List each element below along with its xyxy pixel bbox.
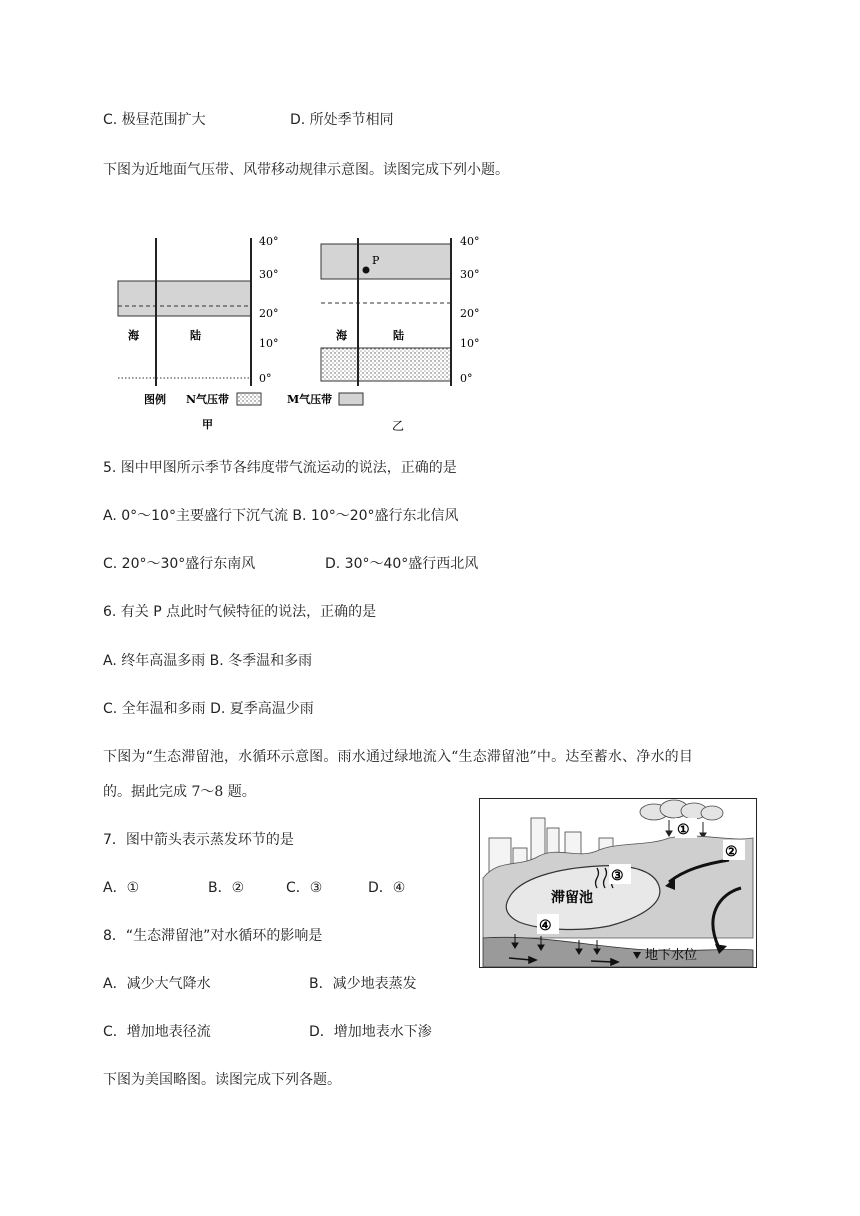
q5-option-d: D. 30°～40°盛行西北风 bbox=[325, 556, 479, 572]
land-label-yi: 陆 bbox=[393, 329, 404, 342]
legend-n-label: N气压带 bbox=[186, 393, 230, 406]
lat-0-yi: 0° bbox=[460, 372, 473, 385]
legend-m-swatch bbox=[339, 393, 363, 405]
m-pressure-belt-yi bbox=[321, 244, 451, 279]
q7-option-d: D．④ bbox=[368, 880, 406, 896]
q8-option-d: D．增加地表水下渗 bbox=[309, 1024, 432, 1040]
groundwater-label: 地下水位 bbox=[645, 948, 698, 963]
q8-stem: 8．“生态滞留池”对水循环的影响是 bbox=[103, 928, 323, 944]
sea-label-jia: 海 bbox=[128, 329, 139, 342]
legend-title: 图例 bbox=[144, 393, 166, 406]
pressure-figure-intro: 下图为近地面气压带、风带移动规律示意图。读图完成下列小题。 bbox=[103, 162, 509, 178]
marker-1: ① bbox=[677, 822, 690, 838]
q5-stem: 5. 图中甲图所示季节各纬度带气流运动的说法，正确的是 bbox=[103, 460, 457, 476]
caption-yi: 乙 bbox=[392, 419, 405, 433]
retention-pond-figure bbox=[479, 798, 757, 968]
marker-2: ② bbox=[725, 844, 738, 860]
land-label-jia: 陆 bbox=[190, 329, 201, 342]
pond-intro-line2: 的。据此完成 7～8 题。 bbox=[103, 784, 256, 800]
pressure-belt-figure bbox=[110, 228, 490, 436]
q8-option-a: A．减少大气降水 bbox=[103, 976, 211, 992]
pond-label: 滞留池 bbox=[551, 890, 593, 906]
q7-option-b: B．② bbox=[208, 880, 245, 896]
q8-row2 bbox=[103, 1022, 432, 1042]
lat-10-jia: 10° bbox=[259, 337, 279, 350]
sea-label-yi: 海 bbox=[336, 329, 347, 342]
legend-m-label: M气压带 bbox=[287, 393, 333, 406]
lat-30-yi: 30° bbox=[460, 268, 480, 281]
legend bbox=[144, 392, 404, 433]
q6-stem: 6. 有关 P 点此时气候特征的说法，正确的是 bbox=[103, 604, 377, 620]
lat-30-jia: 30° bbox=[259, 268, 279, 281]
prev-question-options bbox=[103, 110, 394, 130]
n-pressure-belt-yi bbox=[321, 348, 451, 381]
lat-0-jia: 0° bbox=[259, 372, 272, 385]
marker-4: ④ bbox=[539, 918, 552, 934]
pond-intro-line1: 下图为“生态滞留池，水循环示意图。雨水通过绿地流入“生态滞留池”中。达至蓄水、净水的目 bbox=[103, 749, 694, 765]
option-c: C. 极昼范围扩大 bbox=[103, 112, 206, 128]
q5-row1: A. 0°～10°主要盛行下沉气流 B. 10°～20°盛行东北信风 bbox=[103, 508, 459, 524]
q5-row2 bbox=[103, 554, 479, 574]
lat-20-yi: 20° bbox=[460, 307, 480, 320]
option-d: D. 所处季节相同 bbox=[290, 112, 394, 128]
caption-jia: 甲 bbox=[202, 418, 213, 431]
lat-20-jia: 20° bbox=[259, 307, 279, 320]
point-p bbox=[363, 267, 370, 274]
q6-row1: A. 终年高温多雨 B. 冬季温和多雨 bbox=[103, 653, 313, 669]
diagram-jia bbox=[118, 235, 279, 386]
marker-3: ③ bbox=[611, 868, 624, 884]
point-p-label: P bbox=[372, 254, 380, 267]
q7-option-c: C．③ bbox=[286, 880, 323, 896]
q8-option-c: C．增加地表径流 bbox=[103, 1024, 211, 1040]
q8-option-b: B．减少地表蒸发 bbox=[309, 976, 417, 992]
q8-row1 bbox=[103, 974, 417, 994]
lat-40-jia: 40° bbox=[259, 235, 279, 248]
lat-10-yi: 10° bbox=[460, 337, 480, 350]
q6-row2: C. 全年温和多雨 D. 夏季高温少雨 bbox=[103, 701, 314, 717]
q7-stem: 7．图中箭头表示蒸发环节的是 bbox=[103, 832, 294, 848]
lat-40-yi: 40° bbox=[460, 235, 480, 248]
diagram-yi bbox=[321, 235, 480, 386]
m-pressure-belt-jia bbox=[118, 281, 251, 316]
q5-option-c: C. 20°～30°盛行东南风 bbox=[103, 556, 256, 572]
legend-n-swatch bbox=[237, 393, 261, 405]
q7-option-a: A．① bbox=[103, 880, 140, 896]
usa-figure-intro: 下图为美国略图。读图完成下列各题。 bbox=[103, 1072, 341, 1088]
q7-options bbox=[103, 878, 406, 898]
